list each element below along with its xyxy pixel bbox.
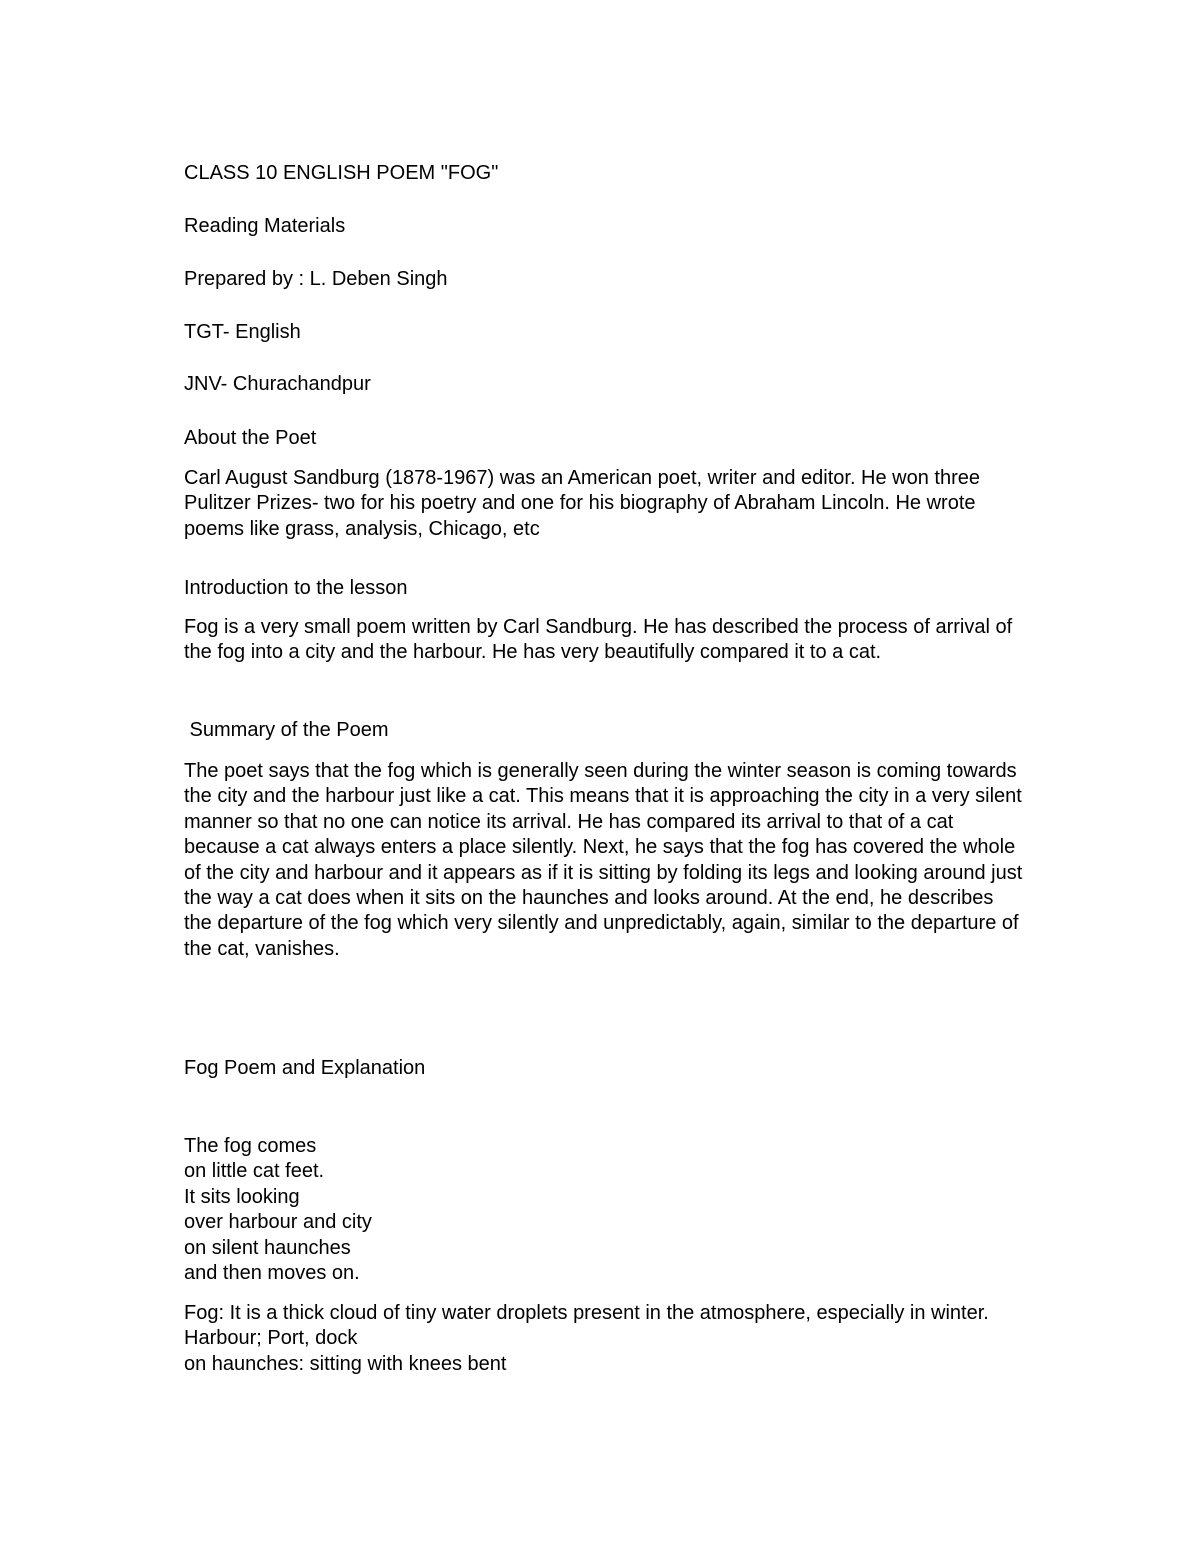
glossary-entry: on haunches: sitting with knees bent: [184, 1352, 507, 1375]
summary-body: The poet says that the fog which is generally seen during the winter season is coming towards the city and the harbour just like a cat. This means that it is approaching the city in a very silent manner so that no one can notice its arrival. He has compared its arrival to that of a cat because a cat always enters a place silently. Next, he says that the fog has covered the whole of the city and harbour and it appears as if it is sitting by folding its legs and looking around just the way a cat does when it sits on the haunches and looks around. At the end, he describes the departure of the fog which very silently and unpredictably, again, similar to the departure of the cat, vanishes.: [184, 760, 1023, 960]
poem-text: [184, 1134, 372, 1286]
poem-section-heading: Fog Poem and Explanation: [184, 1057, 426, 1079]
poem-line: on little cat feet.: [184, 1160, 325, 1183]
poem-line: and then moves on.: [184, 1262, 360, 1285]
designation: TGT- English: [184, 321, 301, 343]
school-name: JNV- Churachandpur: [184, 373, 371, 395]
introduction-heading: Introduction to the lesson: [184, 577, 408, 599]
summary-heading: Summary of the Poem: [184, 719, 389, 741]
glossary: [184, 1301, 1024, 1377]
glossary-entry: Fog: It is a thick cloud of tiny water droplets present in the atmosphere, especially in winter.: [184, 1302, 989, 1324]
prepared-by: Prepared by : L. Deben Singh: [184, 268, 448, 290]
glossary-entry: Harbour; Port, dock: [184, 1327, 358, 1350]
poem-line: over harbour and city: [184, 1211, 372, 1234]
poem-line: on silent haunches: [184, 1236, 351, 1259]
poem-line: It sits looking: [184, 1185, 300, 1208]
document-title: CLASS 10 ENGLISH POEM "FOG": [184, 162, 499, 184]
introduction-body: Fog is a very small poem written by Carl Sandburg. He has described the process of arrival of the fog into a city and the harbour. He has very beautifully compared it to a cat.: [184, 616, 1013, 664]
about-poet-heading: About the Poet: [184, 427, 317, 449]
poem-line: The fog comes: [184, 1135, 317, 1157]
about-poet-body: Carl August Sandburg (1878-1967) was an American poet, writer and editor. He won three Pulitzer Prizes- two for his poetry and one for his biography of Abraham Lincoln. He wrote poems like grass, analysis, Chicago, etc: [184, 467, 981, 540]
document-subtitle: Reading Materials: [184, 215, 346, 237]
